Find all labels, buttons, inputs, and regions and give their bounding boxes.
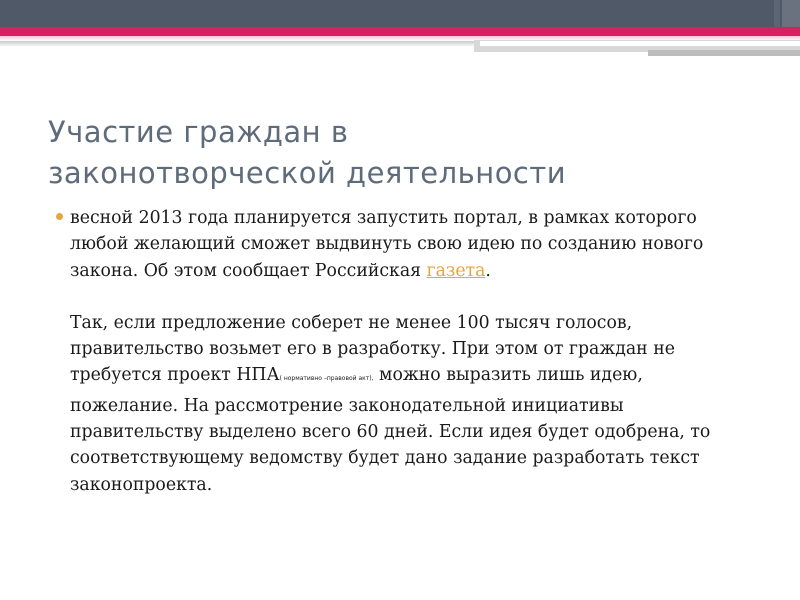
paragraph-2-text-a: Так, если предложение соберет не менее 100 тысяч голосов, правительство возьмет его в разработку. При этом от граждан не требуется проект НПА <box>70 312 675 386</box>
slide-title-line-1: Участие граждан в <box>48 115 349 149</box>
slide-title-line-2: законотворческой деятельности <box>48 156 567 190</box>
npa-footnote: ( нормативно –правовой акт), <box>279 375 374 383</box>
bullet-text <box>70 205 746 498</box>
paragraph-1-end: . <box>485 260 491 281</box>
header-dark-bar-right <box>774 0 780 27</box>
header-step-inner <box>480 41 800 46</box>
header-dark-bar <box>0 0 800 27</box>
bullet-item <box>56 205 746 498</box>
bullet-dot-icon <box>56 213 63 220</box>
gazeta-link[interactable]: газета <box>426 260 486 281</box>
slide-content <box>56 205 746 498</box>
header-step-line <box>648 50 800 56</box>
paragraph-2-text-b: можно выразить лишь идею, пожелание. На рассмотрение законодательной инициативы правительству выделено всего 60 дней. Если идея будет одобрена, то соответствующему ведомству будет дано задание разработать текст законопроекта. <box>70 365 711 495</box>
paragraph-spacer <box>70 284 746 310</box>
header-dark-bar-right-edge <box>782 0 800 27</box>
paragraph-1-text: весной 2013 года планируется запустить портал, в рамках которого любой желающий сможет выдвинуть свою идею по созданию нового закона. Об этом сообщает Российская <box>70 208 704 281</box>
header-pink-band <box>0 27 800 36</box>
slide-title <box>48 112 768 194</box>
